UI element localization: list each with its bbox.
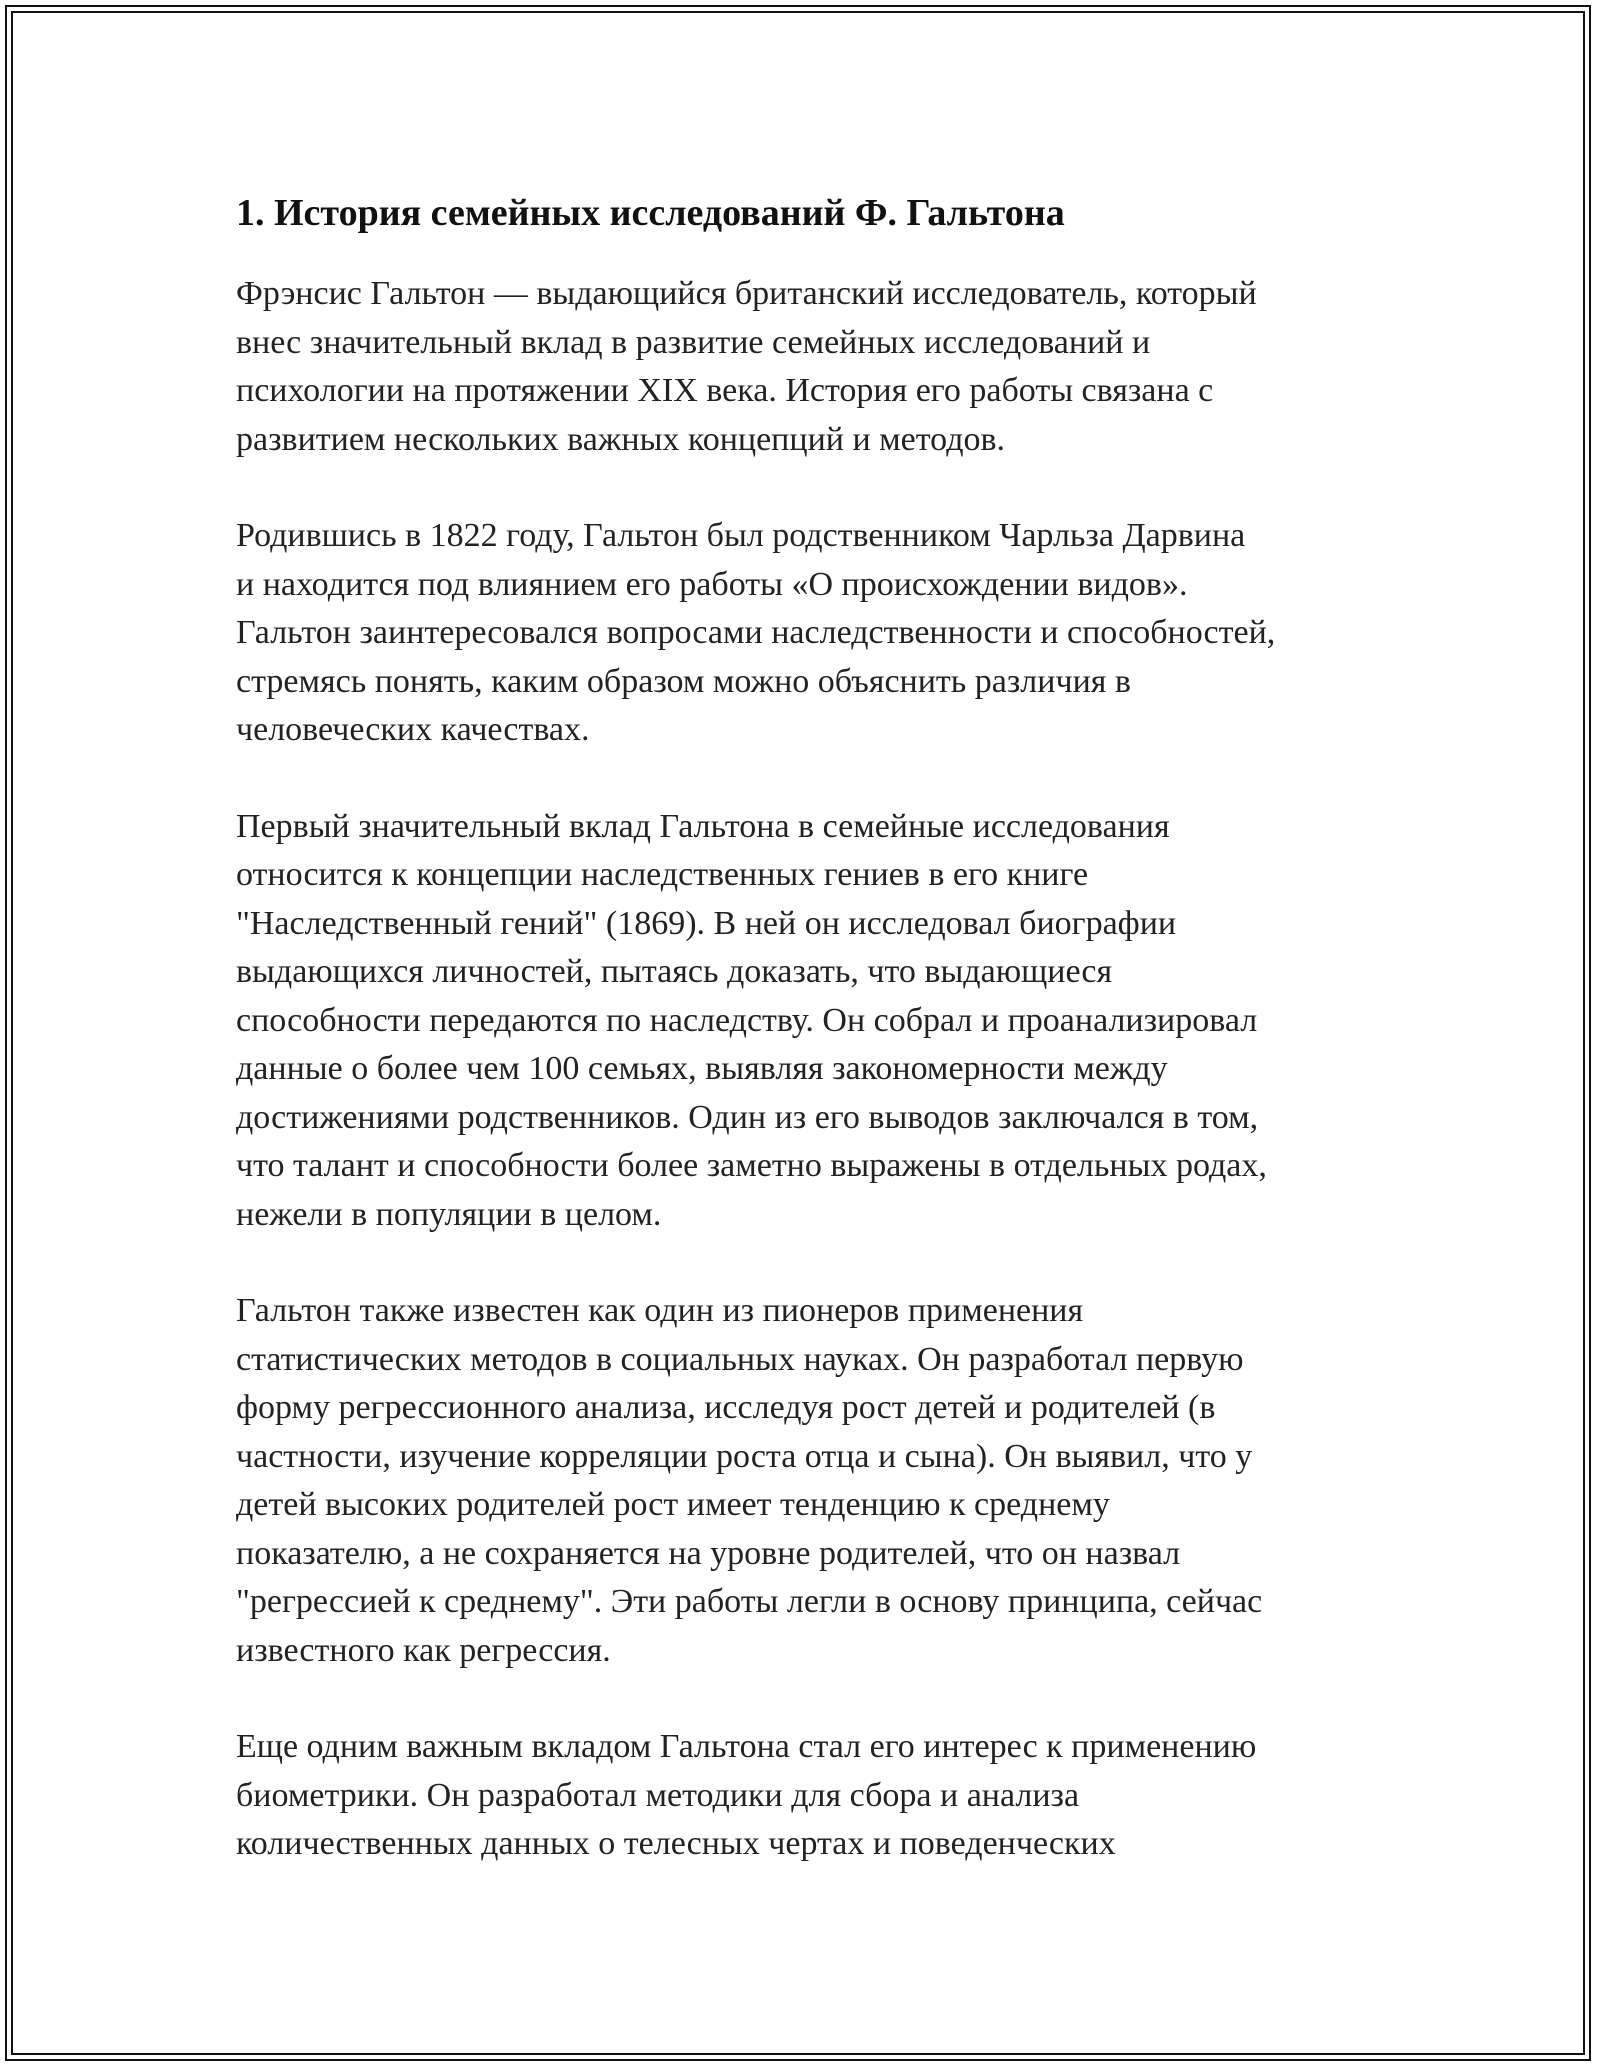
paragraph-line: форму регрессионного анализа, исследуя рост детей и родителей (в (236, 1389, 1216, 1426)
paragraph-line: "Наследственный гений" (1869). В ней он исследовал биографии (236, 904, 1177, 942)
paragraph-line: Гальтон заинтересовался вопросами наследственности и способностей, (236, 614, 1276, 651)
paragraph-line: частности, изучение корреляции роста отца и сына). Он выявил, что у (236, 1437, 1253, 1475)
paragraph-line: развитием нескольких важных концепций и методов. (236, 420, 1006, 458)
paragraph (236, 1723, 1366, 1869)
paragraph-line: биометрики. Он разработал методики для сбора и анализа (236, 1776, 1080, 1814)
paragraph-line: Фрэнсис Гальтон — выдающийся британский исследователь, который (236, 275, 1257, 312)
paragraph-line: относится к концепции наследственных гениев в его книге (236, 856, 1089, 893)
paragraph (236, 512, 1366, 755)
paragraph-line: количественных данных о телесных чертах и поведенческих (236, 1825, 1116, 1862)
paragraph-list (236, 270, 1366, 1869)
paragraph-line: показателю, а не сохраняется на уровне родителей, что он назвал (236, 1534, 1181, 1572)
paragraph-line: Гальтон также известен как один из пионеров применения (236, 1292, 1084, 1329)
paragraph-line: Родившись в 1822 году, Гальтон был родственником Чарльза Дарвина (236, 517, 1246, 554)
paragraph-line: психологии на протяжении XIX века. История его работы связана с (236, 372, 1214, 409)
paragraph-line: человеческих качествах. (236, 711, 590, 748)
paragraph-line: нежели в популяции в целом. (236, 1195, 662, 1233)
paragraph-line: Первый значительный вклад Гальтона в семейные исследования (236, 807, 1170, 845)
paragraph-line: Еще одним важным вкладом Гальтона стал его интерес к применению (236, 1728, 1257, 1765)
paragraph-line: достижениями родственников. Один из его выводов заключался в том, (236, 1098, 1259, 1136)
paragraph-line: детей высоких родителей рост имеет тенденцию к среднему (236, 1486, 1110, 1523)
paragraph (236, 270, 1366, 464)
paragraph-line: данные о более чем 100 семьях, выявляя закономерности между (236, 1050, 1168, 1087)
paragraph-line: "регрессией к среднему". Эти работы легли в основу принципа, сейчас (236, 1583, 1263, 1620)
paragraph-line: статистических методов в социальных науках. Он разработал первую (236, 1340, 1244, 1378)
paragraph-line: внес значительный вклад в развитие семейных исследований и (236, 323, 1151, 361)
paragraph-line: способности передаются по наследству. Он собрал и проанализировал (236, 1001, 1258, 1039)
paragraph-line: стремясь понять, каким образом можно объяснить различия в (236, 662, 1131, 700)
paragraph-line: что талант и способности более заметно выражены в отдельных родах, (236, 1147, 1267, 1184)
paragraph-line: и находится под влиянием его работы «О происхождении видов». (236, 565, 1188, 603)
section-title: 1. История семейных исследований Ф. Гальтона (236, 192, 1065, 234)
paragraph-line: выдающихся личностей, пытаясь доказать, что выдающиеся (236, 953, 1113, 990)
document-body (236, 186, 1366, 1917)
paragraph (236, 1287, 1366, 1675)
paragraph (236, 803, 1366, 1240)
paragraph-line: известного как регрессия. (236, 1631, 611, 1669)
